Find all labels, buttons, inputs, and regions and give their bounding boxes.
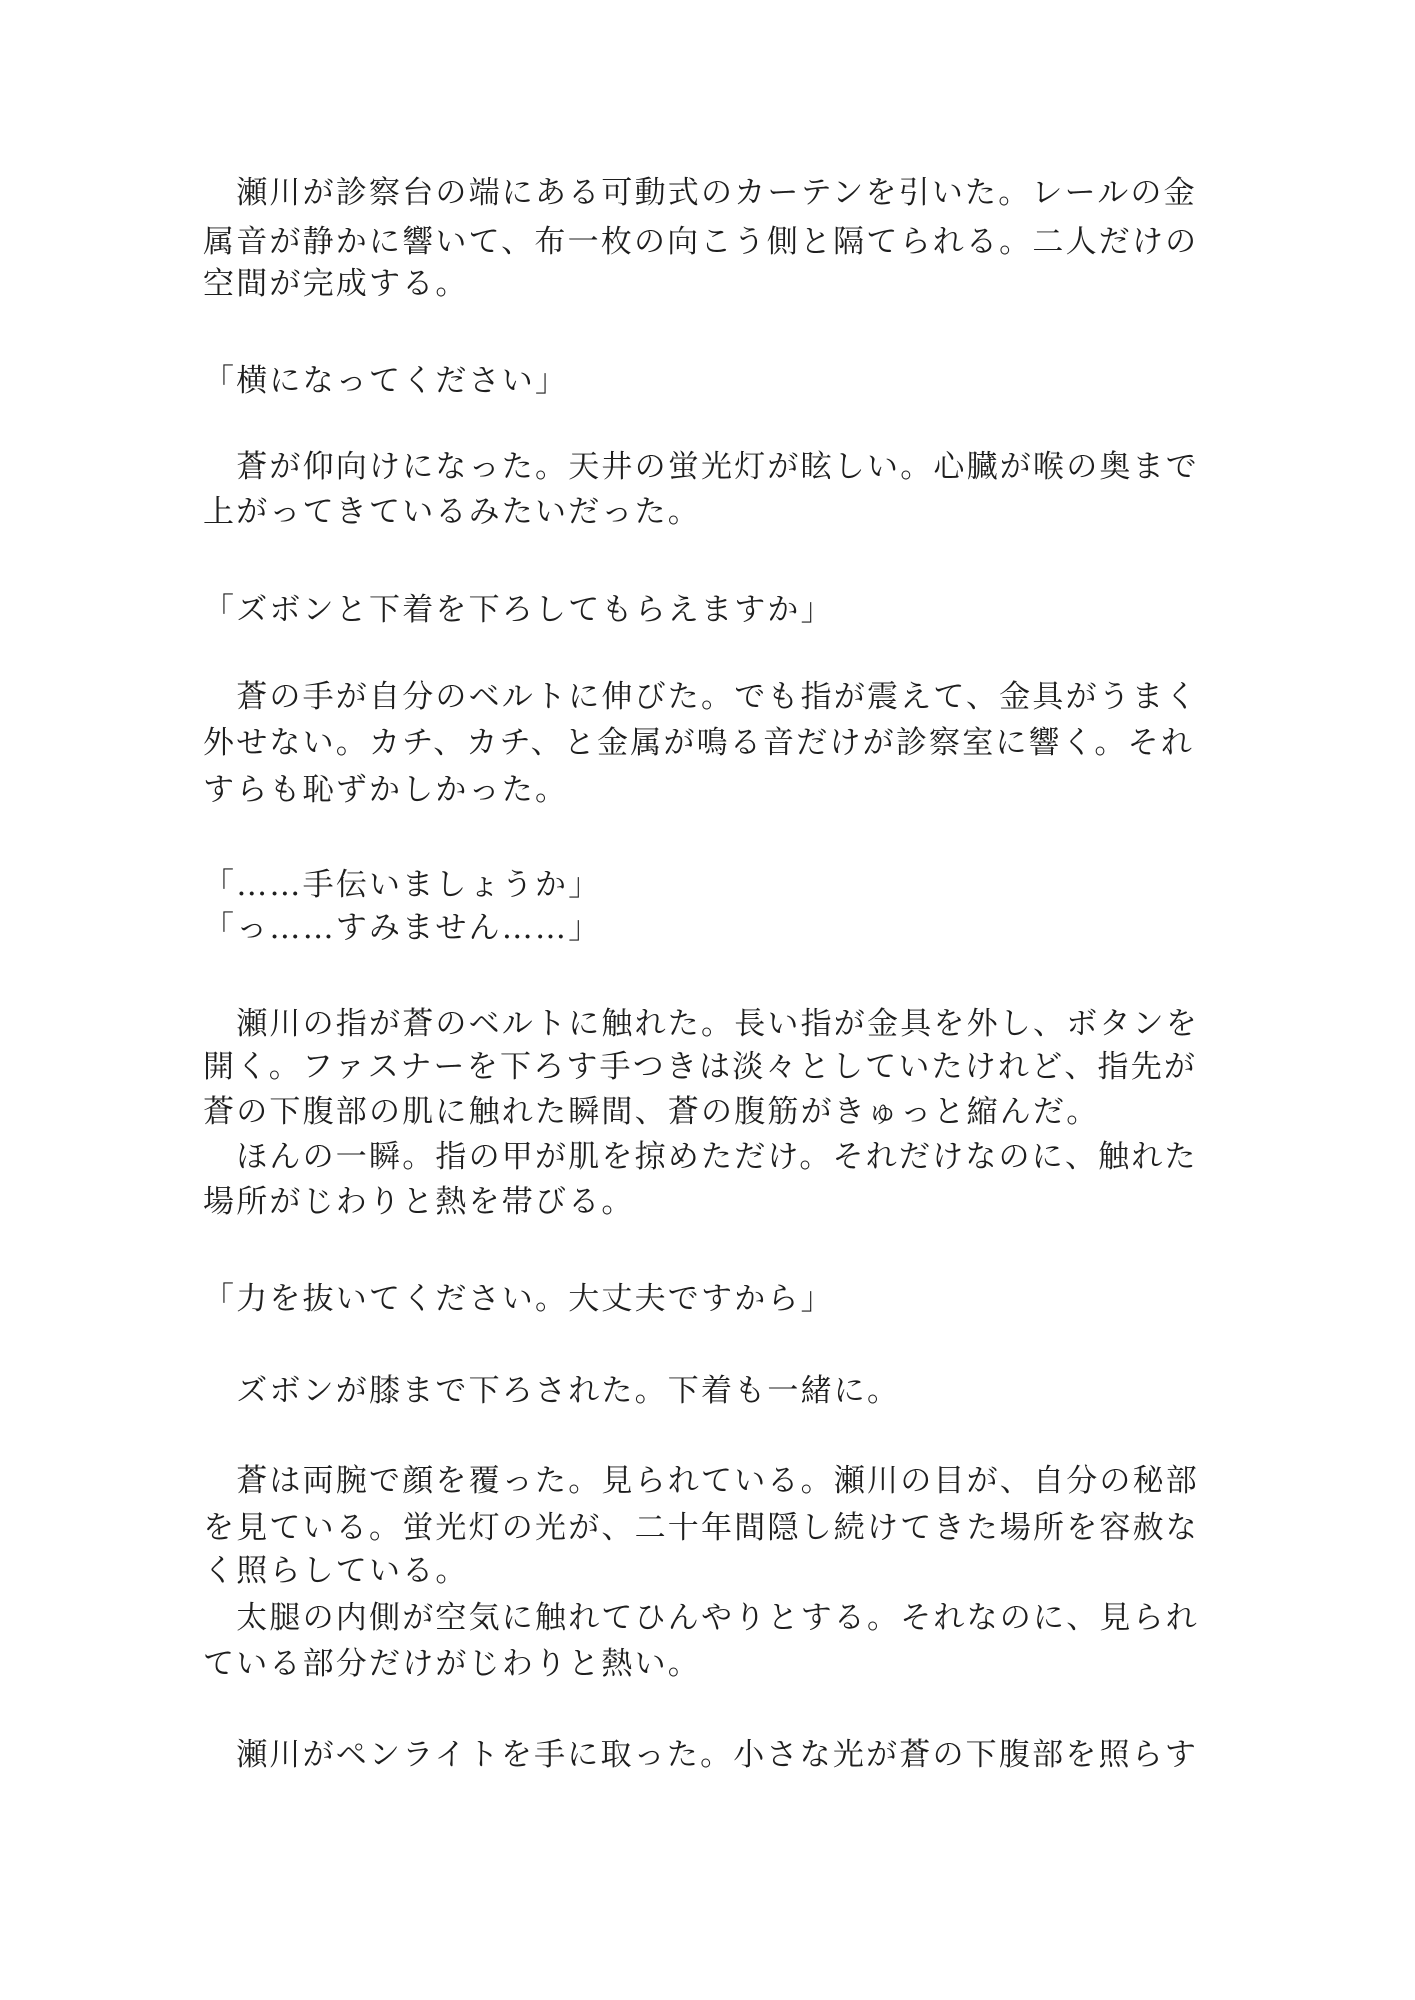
text-line: ズボンが膝まで下ろされた。下着も一緒に。	[203, 1373, 901, 1409]
text-line: 蒼が仰向けになった。天井の蛍光灯が眩しい。心臓が喉の奥まで	[203, 449, 1199, 485]
text-line: 蒼は両腕で顔を覆った。見られている。瀬川の目が、自分の秘部	[203, 1463, 1199, 1499]
text-line: 瀬川が診察台の端にある可動式のカーテンを引いた。レールの金	[203, 175, 1197, 211]
text-line: 開く。ファスナーを下ろす手つきは淡々としていたけれど、指先が	[203, 1049, 1198, 1085]
text-line: く照らしている。	[203, 1553, 469, 1589]
text-line: 上がってきているみたいだった。	[203, 494, 701, 530]
text-line: 蒼の下腹部の肌に触れた瞬間、蒼の腹筋がきゅっと縮んだ。	[203, 1094, 1100, 1130]
dialogue-line: 「……手伝いましょうか」	[203, 867, 602, 903]
dialogue-line: 「横になってください」	[203, 363, 569, 399]
text-line: 蒼の手が自分のベルトに伸びた。でも指が震えて、金具がうまく	[203, 679, 1199, 715]
text-line: 空間が完成する。	[203, 266, 469, 302]
text-line: ている部分だけがじわりと熱い。	[203, 1646, 701, 1682]
text-line: すらも恥ずかしかった。	[203, 772, 569, 808]
text-line: 太腿の内側が空気に触れてひんやりとする。それなのに、見られ	[203, 1600, 1199, 1636]
dialogue-line: 「ズボンと下着を下ろしてもらえますか」	[203, 592, 834, 628]
dialogue-line: 「力を抜いてください。大丈夫ですから」	[203, 1281, 834, 1317]
text-line: 外せない。カチ、カチ、と金属が鳴る音だけが診察室に響く。それ	[203, 725, 1195, 761]
dialogue-line: 「っ……すみません……」	[203, 910, 602, 946]
text-line: 瀬川の指が蒼のベルトに触れた。長い指が金具を外し、ボタンを	[203, 1006, 1199, 1042]
text-line: 瀬川がペンライトを手に取った。小さな光が蒼の下腹部を照らす	[203, 1737, 1199, 1773]
text-line: 場所がじわりと熱を帯びる。	[203, 1184, 635, 1220]
text-line: ほんの一瞬。指の甲が肌を掠めただけ。それだけなのに、触れた	[203, 1139, 1198, 1175]
text-line: を見ている。蛍光灯の光が、二十年間隠し続けてきた場所を容赦な	[203, 1510, 1199, 1546]
text-line: 属音が静かに響いて、布一枚の向こう側と隔てられる。二人だけの	[203, 224, 1199, 260]
